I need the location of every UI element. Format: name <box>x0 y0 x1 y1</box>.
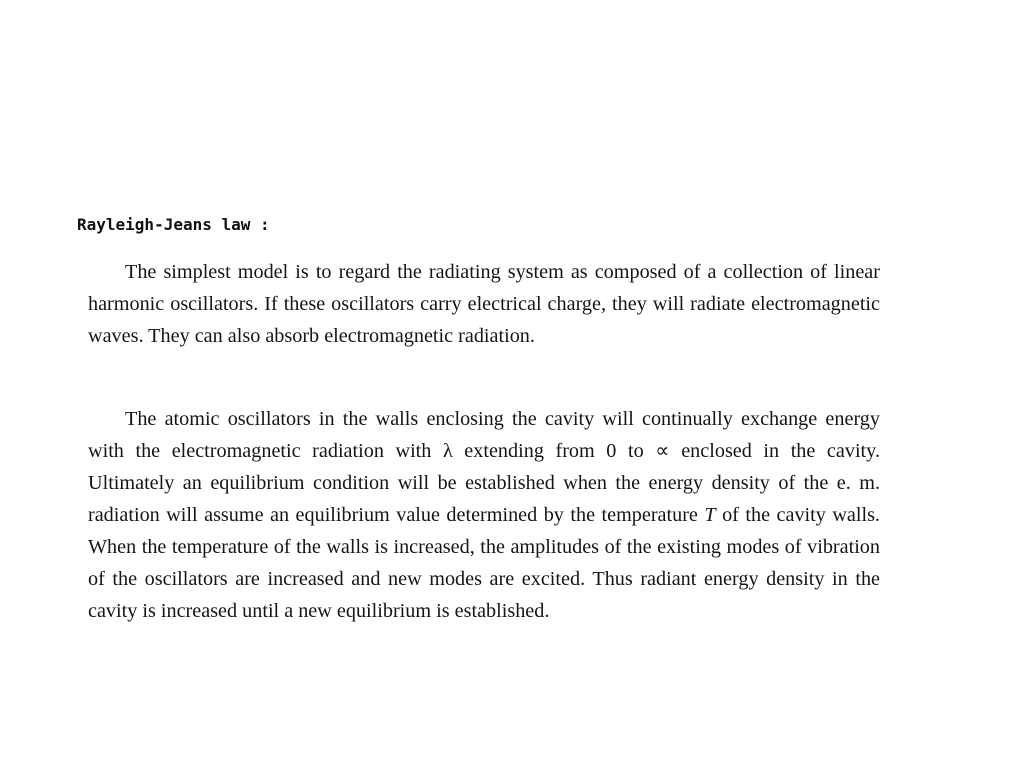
paragraph-1: The simplest model is to regard the radiating system as composed of a collection of linear harmonic oscillators. If these oscillators carry electrical charge, they will radiate electromagnetic waves. They can also absorb electromagnetic radiation. <box>88 261 880 347</box>
paragraph-2-text-end: of the cavity walls. When the temperature of the walls is increased, the amplitudes of the existing modes of vibration of the oscillators are increased and new modes are excited. Thus radiant energy density in the cavity is increased until a new equilibrium is established. <box>88 504 880 622</box>
paragraph-2 <box>88 403 880 627</box>
temperature-variable: T <box>704 504 716 526</box>
paragraph-2-text-start: The atomic oscillators in the walls enclosing the cavity will continually exchange energy with the electromagnetic radiation with λ extending from 0 to ∝ enclosed in the cavity. Ultimately an equilibrium condition will be established when the energy density of the e. m. radiation will assume an equilibrium value determined by the temperature <box>88 408 880 526</box>
section-heading: Rayleigh-Jeans law : <box>77 215 270 234</box>
